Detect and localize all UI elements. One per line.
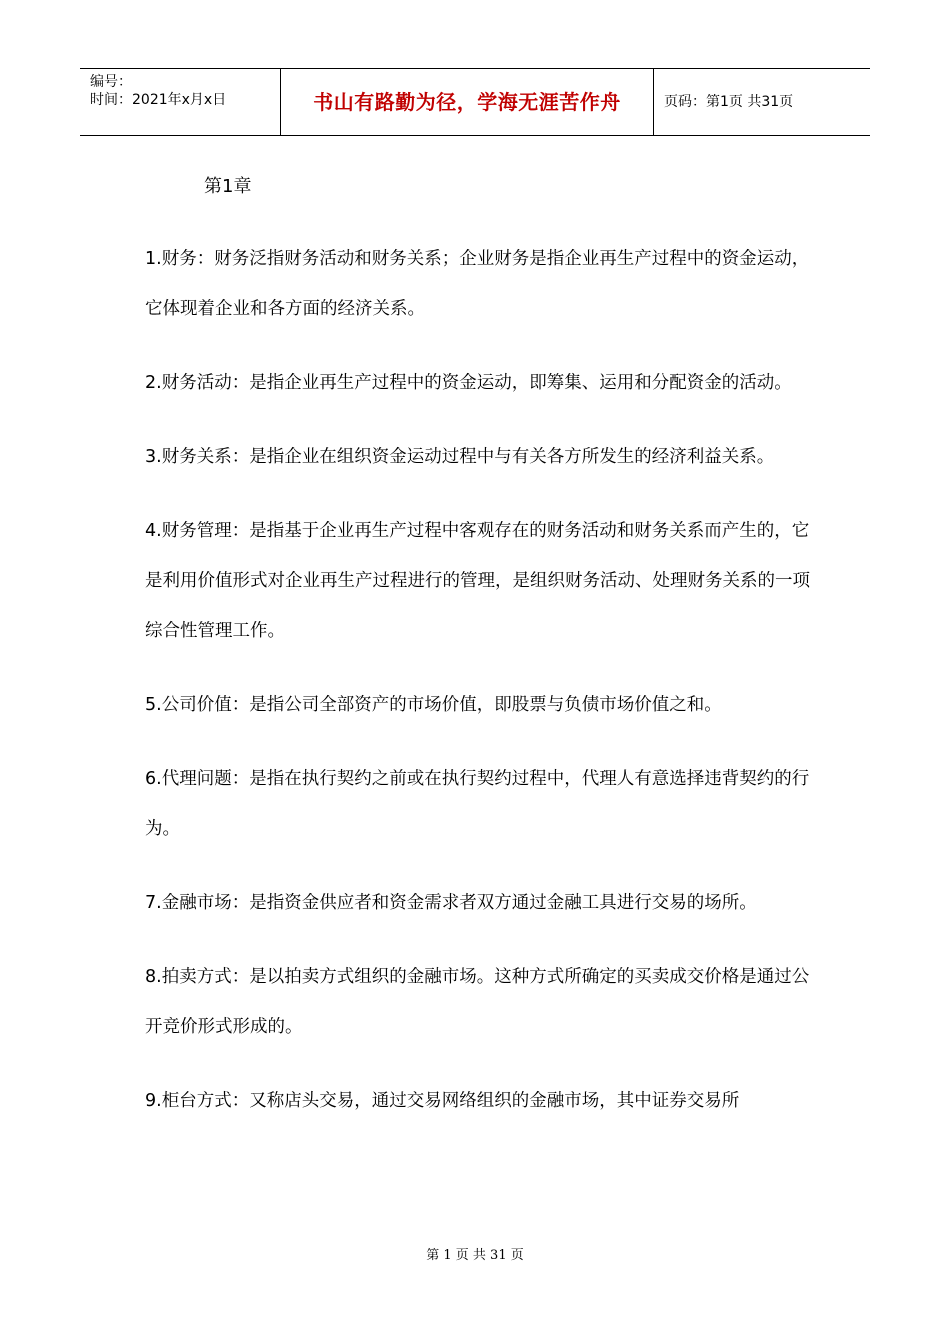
page-header [80, 68, 870, 136]
definition-paragraph: 3.财务关系：是指企业在组织资金运动过程中与有关各方所发生的经济利益关系。 [145, 447, 775, 467]
definition-paragraph: 8.拍卖方式：是以拍卖方式组织的金融市场。这种方式所确定的买卖成交价格是通过公开竞价形式形成的。 [145, 967, 810, 1037]
header-meta [80, 69, 281, 135]
definition-paragraph: 9.柜台方式：又称店头交易，通过交易网络组织的金融市场，其中证券交易所 [145, 1091, 740, 1111]
definition-paragraph: 5.公司价值：是指公司全部资产的市场价值，即股票与负债市场价值之和。 [145, 695, 722, 715]
definition-paragraph: 4.财务管理：是指基于企业再生产过程中客观存在的财务活动和财务关系而产生的，它是利用价值形式对企业再生产过程进行的管理，是组织财务活动、处理财务关系的一项综合性管理工作。 [145, 521, 810, 641]
document-body [145, 234, 810, 1150]
document-time-label: 时间：2021年x月x日 [90, 92, 227, 108]
header-page-info: 页码：第1页 共31页 [664, 94, 794, 110]
definition-paragraph: 1.财务：财务泛指财务活动和财务关系；企业财务是指企业再生产过程中的资金运动，它体现着企业和各方面的经济关系。 [145, 249, 810, 319]
chapter-title: 第1章 [204, 176, 252, 197]
header-motto: 书山有路勤为径，学海无涯苦作舟 [281, 69, 654, 135]
page-footer: 第 1 页 共 31 页 [426, 1248, 524, 1263]
document-number-label: 编号： [90, 74, 132, 90]
definition-paragraph: 6.代理问题：是指在执行契约之前或在执行契约过程中，代理人有意选择违背契约的行为。 [145, 769, 810, 839]
definition-paragraph: 2.财务活动：是指企业再生产过程中的资金运动，即筹集、运用和分配资金的活动。 [145, 373, 792, 393]
definition-paragraph: 7.金融市场：是指资金供应者和资金需求者双方通过金融工具进行交易的场所。 [145, 893, 757, 913]
